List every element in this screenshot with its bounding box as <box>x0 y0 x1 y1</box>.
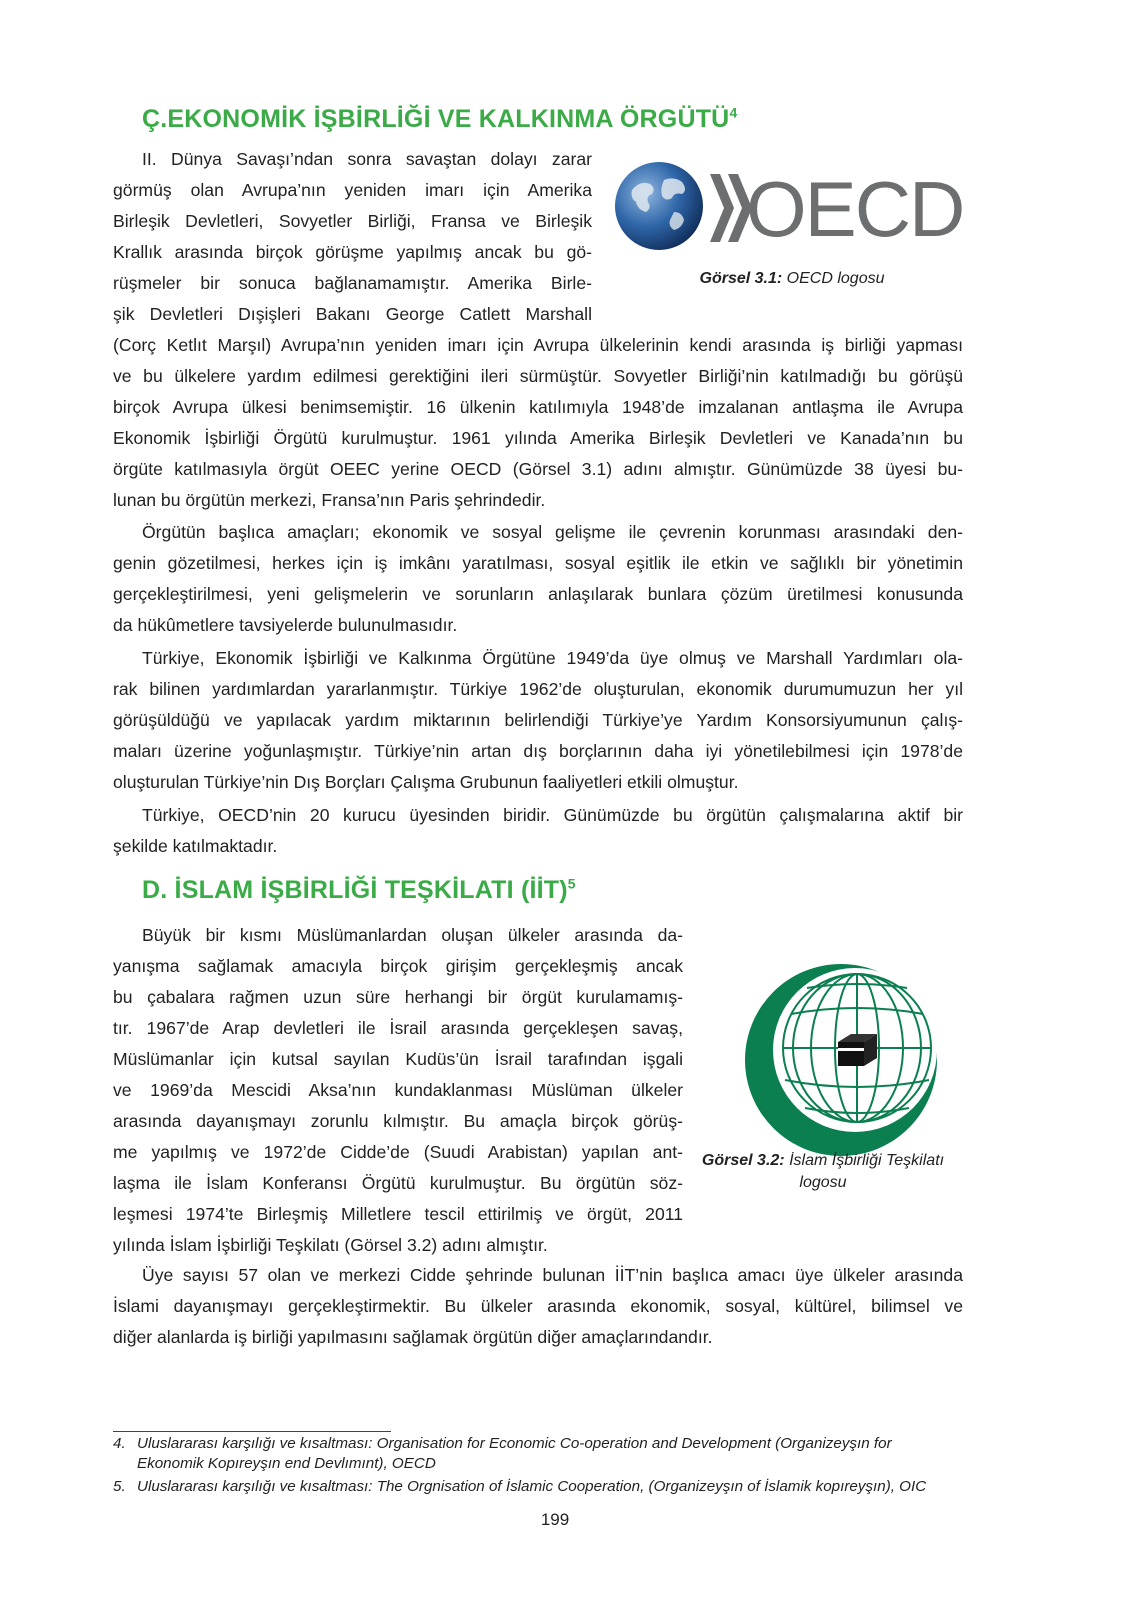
text-line: da hükûmetlere tavsiyelerde bulunulmasıdır. <box>113 615 458 635</box>
text-line: diğer alanlarda iş birliği yapılmasını sağlamak örgütün diğer amaçlarındandır. <box>113 1327 713 1347</box>
kaaba-icon <box>838 1034 877 1066</box>
text-line: leşmesi 1974’te Birleşmiş Milletlere tescil ettirilmiş ve örgüt, 2011 <box>113 1204 683 1224</box>
footnote-divider <box>113 1431 391 1432</box>
text-line: gerçekleştirilmesi, yeni gelişmelerin ve sorunların anlaşılarak bunlara çözüm üretilmesi konusunda <box>113 584 963 604</box>
text-line: Türkiye, OECD’nin 20 kurucu üyesinden biridir. Günümüzde bu örgütün çalışmalarına aktif bir <box>142 805 963 825</box>
text-line: İslami dayanışmayı gerçekleştirmektir. Bu ülkeler arasında ekonomik, sosyal, kültürel, bilimsel ve <box>113 1296 963 1316</box>
section-heading-oic: D. İSLAM İŞBİRLİĞİ TEŞKİLATI (İİT)$^5$ <box>142 875 576 904</box>
text-line: me yapılmış ve 1972’de Cidde’de (Suudi Arabistan) yapılan ant- <box>113 1142 683 1162</box>
text-line: laşma ile İslam Konferansı Örgütü kurulmuştur. Bu örgütün söz- <box>113 1173 683 1193</box>
text-line: oluşturulan Türkiye’nin Dış Borçları Çalışma Grubunun faaliyetleri etkili olmuştur. <box>113 772 739 792</box>
text-line: Krallık arasında birçok görüşme yapılmış ancak bu gö- <box>113 242 592 262</box>
text-line: Örgütün başlıca amaçları; ekonomik ve sosyal gelişme ile çevrenin korunması arasındaki den- <box>142 522 963 542</box>
text-line: şik Devletleri Dışişleri Bakanı George Catlett Marshall <box>113 304 592 324</box>
text-line: şekilde katılmaktadır. <box>113 836 278 856</box>
oecd-logo <box>614 160 984 255</box>
text-line: örgüte katılmasıyla örgüt OEEC yerine OECD (Görsel 3.1) adını almıştır. Günümüzde 38 üyesi bu- <box>113 459 963 479</box>
text-line: Müslümanlar için kutsal sayılan Kudüs’ün İsrail tarafından işgali <box>113 1049 683 1069</box>
figure-caption-3-2: Görsel 3.2: İslam İşbirliği Teşkilatı logosu <box>701 1152 945 1191</box>
text-line: arasında dayanışmayı zorunlu kılmıştır. Bu amaçla birçok görüş- <box>113 1111 683 1131</box>
text-line: yanışma sağlamak amacıyla birçok girişim gerçekleşmiş ancak <box>113 956 683 976</box>
footnote-ref-4: 4 <box>729 104 738 121</box>
text-line: rüşmeler bir sonuca bağlanamamıştır. Amerika Birle- <box>113 273 592 293</box>
text-line: Büyük bir kısmı Müslümanlardan oluşan ülkeler arasında da- <box>142 925 683 945</box>
oecd-paragraph-3 <box>113 643 963 798</box>
text-line: Birleşik Devletleri, Sovyetler Birliği, Fransa ve Birleşik <box>113 211 592 231</box>
footnote-ref-5: 5 <box>567 875 576 892</box>
text-line: Türkiye, Ekonomik İşbirliği ve Kalkınma Örgütüne 1949’da üye olmuş ve Marshall Yardımları ola- <box>142 648 963 668</box>
text-line: Ekonomik İşbirliği Örgütü kurulmuştur. 1961 yılında Amerika Birleşik Devletleri ve Kanada’nın bu <box>113 428 963 448</box>
oecd-paragraph-1-narrow <box>113 144 592 330</box>
footnote-4: 4. Uluslararası karşılığı ve kısaltması: Organisation for Economic Co-operation and Development (Organizeyşın for Ekonomik Kopıreyşın end Devlımınt), OECD <box>113 1435 892 1472</box>
text-line: Üye sayısı 57 olan ve merkezi Cidde şehrinde bulunan İİT’nin başlıca amacı üye ülkeler arasında <box>142 1265 963 1285</box>
text-line: bu çabalara rağmen uzun süre herhangi bir örgüt kurulamamış- <box>113 987 683 1007</box>
text-line: lunan bu örgütün merkezi, Fransa’nın Paris şehrindedir. <box>113 490 546 510</box>
oecd-paragraph-2 <box>113 517 963 641</box>
text-line: tır. 1967’de Arap devletleri ile İsrail arasında gerçekleşen savaş, <box>113 1018 683 1038</box>
globe-icon <box>615 162 703 250</box>
figure-caption-3-1: Görsel 3.1: OECD logosu <box>699 270 885 287</box>
text-line: ve 1969’da Mescidi Aksa’nın kundaklanması Müslüman ülkeler <box>113 1080 683 1100</box>
text-line: görmüş olan Avrupa’nın yeniden imarı için Amerika <box>113 180 592 200</box>
footnote-5: 5. Uluslararası karşılığı ve kısaltması: The Orgnisation of İslamic Cooperation, (Organizeyşın of İslamik kopıreyşın), OIC <box>113 1478 927 1495</box>
oic-paragraph-1 <box>113 920 683 1261</box>
oecd-paragraph-4 <box>113 800 963 862</box>
text-line: yılında İslam İşbirliği Teşkilatı (Görsel 3.2) adını almıştır. <box>113 1235 548 1255</box>
text-line: rak bilinen yardımlardan yararlanmıştır. Türkiye 1962’de oluşturulan, ekonomik durumumuzun her yıl <box>113 679 963 699</box>
oic-logo <box>745 962 945 1162</box>
text-line: II. Dünya Savaşı’ndan sonra savaştan dolayı zarar <box>142 149 592 169</box>
oecd-logo-text: OECD <box>746 165 964 253</box>
section-heading-oecd: Ç.EKONOMİK İŞBİRLİĞİ VE KALKINMA ÖRGÜTÜ$^4$ <box>142 104 738 133</box>
text-line: maları üzerine yoğunlaşmıştır. Türkiye’nin artan dış borçlarının daha iyi yönetilebilmesi için 1978’de <box>113 741 963 761</box>
text-line: görüşüldüğü ve yapılacak yardım miktarının belirlendiği Türkiye’ye Yardım Konsorsiyumunun çalış- <box>113 710 963 730</box>
text-line: genin gözetilmesi, herkes için iş imkânı yaratılması, sosyal eşitlik ile etkin ve sağlıklı bir yönetimin <box>113 553 963 573</box>
oic-paragraph-2 <box>113 1260 963 1353</box>
text-line: (Corç Ketlıt Marşıl) Avrupa’nın yeniden imarı için Avrupa ülkelerinin kendi arasında iş birliği yapması <box>113 335 963 355</box>
text-line: ve bu ülkelere yardım edilmesi gerektiğini ileri sürmüştür. Sovyetler Birliği’nin katılmadığı bu görüşü <box>113 366 963 386</box>
page-number: 199 <box>540 1510 570 1529</box>
text-line: birçok Avrupa ülkesi benimsemiştir. 16 ülkenin katılımıyla 1948’de imzalanan antlaşma ile Avrupa <box>113 397 963 417</box>
oecd-paragraph-1-wide <box>113 330 963 516</box>
